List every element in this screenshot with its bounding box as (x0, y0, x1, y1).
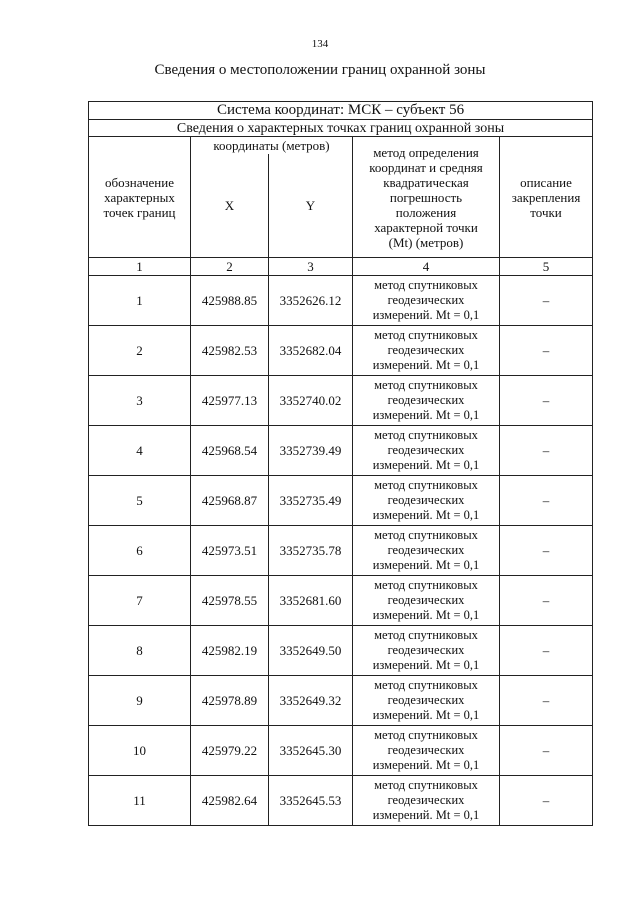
method-line: измерений. Mt = 0,1 (372, 558, 480, 572)
method-cell (353, 376, 500, 426)
method-line: геодезических (387, 793, 465, 807)
method-header-line: (Mt) (метров) (388, 234, 464, 250)
column-number: 2 (191, 258, 269, 276)
x-coordinate: 425988.85 (191, 276, 269, 326)
table-row (89, 776, 593, 826)
method-line: метод спутниковых (374, 678, 478, 692)
method-line: измерений. Mt = 0,1 (372, 408, 480, 422)
column-number: 5 (500, 258, 593, 276)
method-line: метод спутниковых (374, 778, 478, 792)
x-coordinate: 425982.53 (191, 326, 269, 376)
point-id: 3 (89, 376, 191, 426)
description-header-line: закрепления (511, 189, 581, 205)
fixation-description: – (500, 326, 593, 376)
coordinate-system-header: Система координат: МСК – субъект 56 (89, 102, 593, 120)
table-row (89, 276, 593, 326)
point-id: 6 (89, 526, 191, 576)
y-coordinate: 3352649.50 (269, 626, 353, 676)
point-id: 8 (89, 626, 191, 676)
table-row (89, 326, 593, 376)
column-number: 4 (353, 258, 500, 276)
method-line: геодезических (387, 593, 465, 607)
point-id: 11 (89, 776, 191, 826)
method-line: метод спутниковых (374, 628, 478, 642)
fixation-description: – (500, 576, 593, 626)
x-coordinate: 425982.19 (191, 626, 269, 676)
column-number: 1 (89, 258, 191, 276)
method-line: измерений. Mt = 0,1 (372, 358, 480, 372)
x-coordinate: 425973.51 (191, 526, 269, 576)
point-id: 2 (89, 326, 191, 376)
y-coordinate: 3352649.32 (269, 676, 353, 726)
method-cell (353, 426, 500, 476)
point-id: 1 (89, 276, 191, 326)
x-coordinate: 425977.13 (191, 376, 269, 426)
x-coordinate: 425982.64 (191, 776, 269, 826)
method-line: измерений. Mt = 0,1 (372, 708, 480, 722)
table-row (89, 526, 593, 576)
point-id: 5 (89, 476, 191, 526)
fixation-description: – (500, 426, 593, 476)
table-row (89, 476, 593, 526)
y-header: Y (269, 154, 353, 258)
x-header: X (191, 154, 269, 258)
method-cell (353, 276, 500, 326)
method-cell (353, 526, 500, 576)
fixation-description: – (500, 376, 593, 426)
x-coordinate: 425979.22 (191, 726, 269, 776)
boundary-points-table (88, 101, 593, 826)
point-id: 7 (89, 576, 191, 626)
method-cell (353, 676, 500, 726)
designation-header (89, 137, 191, 258)
method-line: геодезических (387, 543, 465, 557)
table-row (89, 676, 593, 726)
table-row (89, 426, 593, 476)
method-line: метод спутниковых (374, 578, 478, 592)
method-line: геодезических (387, 393, 465, 407)
method-line: метод спутниковых (374, 428, 478, 442)
document-title: Сведения о местоположении границ охранной зоны (154, 62, 486, 78)
y-coordinate: 3352681.60 (269, 576, 353, 626)
method-line: геодезических (387, 743, 465, 757)
y-coordinate: 3352740.02 (269, 376, 353, 426)
method-line: измерений. Mt = 0,1 (372, 808, 480, 822)
method-header-line: квадратическая (383, 174, 469, 190)
method-line: измерений. Mt = 0,1 (372, 508, 480, 522)
y-coordinate: 3352735.49 (269, 476, 353, 526)
method-line: геодезических (387, 343, 465, 357)
column-number: 3 (269, 258, 353, 276)
y-coordinate: 3352645.30 (269, 726, 353, 776)
method-header-line: метод определения (373, 144, 479, 160)
method-line: геодезических (387, 643, 465, 657)
fixation-description: – (500, 676, 593, 726)
method-line: измерений. Mt = 0,1 (372, 758, 480, 772)
method-line: геодезических (387, 693, 465, 707)
point-id: 10 (89, 726, 191, 776)
table-row (89, 576, 593, 626)
method-header-line: характерной точки (374, 219, 478, 235)
fixation-description: – (500, 526, 593, 576)
coordinates-header: координаты (метров) (191, 137, 353, 155)
x-coordinate: 425978.89 (191, 676, 269, 726)
x-coordinate: 425968.87 (191, 476, 269, 526)
y-coordinate: 3352735.78 (269, 526, 353, 576)
table-row (89, 626, 593, 676)
fixation-description: – (500, 626, 593, 676)
method-line: геодезических (387, 493, 465, 507)
designation-header-line: точек границ (103, 204, 176, 220)
description-header-line: описание (520, 174, 572, 190)
method-cell (353, 576, 500, 626)
method-header (353, 137, 500, 258)
x-coordinate: 425978.55 (191, 576, 269, 626)
method-line: метод спутниковых (374, 378, 478, 392)
method-line: метод спутниковых (374, 278, 478, 292)
designation-header-line: характерных (104, 189, 175, 205)
method-cell (353, 726, 500, 776)
method-line: измерений. Mt = 0,1 (372, 658, 480, 672)
table-row (89, 726, 593, 776)
table-row (89, 376, 593, 426)
fixation-description: – (500, 726, 593, 776)
y-coordinate: 3352739.49 (269, 426, 353, 476)
method-line: метод спутниковых (374, 728, 478, 742)
description-header (500, 137, 593, 258)
y-coordinate: 3352626.12 (269, 276, 353, 326)
designation-header-line: обозначение (105, 174, 174, 190)
method-line: метод спутниковых (374, 478, 478, 492)
method-cell (353, 326, 500, 376)
method-line: измерений. Mt = 0,1 (372, 308, 480, 322)
point-id: 4 (89, 426, 191, 476)
method-line: геодезических (387, 443, 465, 457)
point-id: 9 (89, 676, 191, 726)
method-line: измерений. Mt = 0,1 (372, 608, 480, 622)
fixation-description: – (500, 776, 593, 826)
x-coordinate: 425968.54 (191, 426, 269, 476)
page-number: 134 (311, 38, 329, 50)
method-line: метод спутниковых (374, 328, 478, 342)
description-header-line: точки (530, 204, 562, 220)
method-header-line: положения (395, 204, 457, 220)
method-line: измерений. Mt = 0,1 (372, 458, 480, 472)
method-line: метод спутниковых (374, 528, 478, 542)
fixation-description: – (500, 476, 593, 526)
fixation-description: – (500, 276, 593, 326)
method-header-line: координат и средняя (369, 159, 483, 175)
method-cell (353, 776, 500, 826)
method-cell (353, 476, 500, 526)
method-header-line: погрешность (389, 189, 463, 205)
section-header: Сведения о характерных точках границ охранной зоны (89, 120, 593, 137)
method-line: геодезических (387, 293, 465, 307)
y-coordinate: 3352645.53 (269, 776, 353, 826)
method-cell (353, 626, 500, 676)
y-coordinate: 3352682.04 (269, 326, 353, 376)
